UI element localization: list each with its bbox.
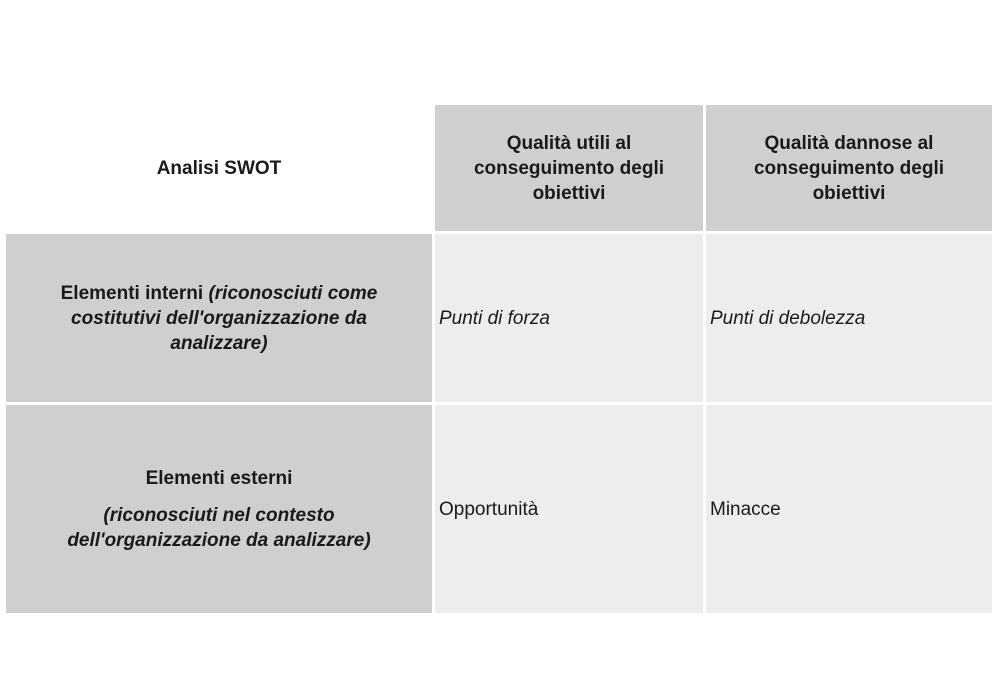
cell-weaknesses (706, 234, 992, 402)
corner-header-cell (6, 105, 432, 231)
column-header-helpful (435, 105, 703, 231)
column-header-harmful (706, 105, 992, 231)
row-header-internal (6, 234, 432, 402)
column-header-label: Qualità utili al conseguimento degli obiettivi (473, 132, 665, 204)
row-header-italic: (riconosciuti come costitutivi dell'organizzazione da analizzare) (71, 282, 378, 354)
row-header-spacer (36, 491, 402, 503)
table-title: Analisi SWOT (156, 157, 282, 179)
cell-threats (706, 405, 992, 613)
cell-text: Punti di forza (439, 307, 550, 329)
cell-opportunities (435, 405, 703, 613)
row-header-external (6, 405, 432, 613)
column-header-label: Qualità dannose al conseguimento degli obiettivi (753, 132, 945, 204)
cell-strengths (435, 234, 703, 402)
cell-text: Punti di debolezza (710, 307, 866, 329)
row-header-bold: Elementi interni (60, 282, 204, 304)
row-header-italic: (riconosciuti nel contesto dell'organizzazione da analizzare) (67, 504, 371, 551)
cell-text: Minacce (710, 498, 781, 520)
row-header-bold: Elementi esterni (145, 467, 293, 489)
row-header-label (6, 281, 432, 356)
cell-text: Opportunità (439, 498, 539, 520)
row-header-label (6, 466, 432, 553)
